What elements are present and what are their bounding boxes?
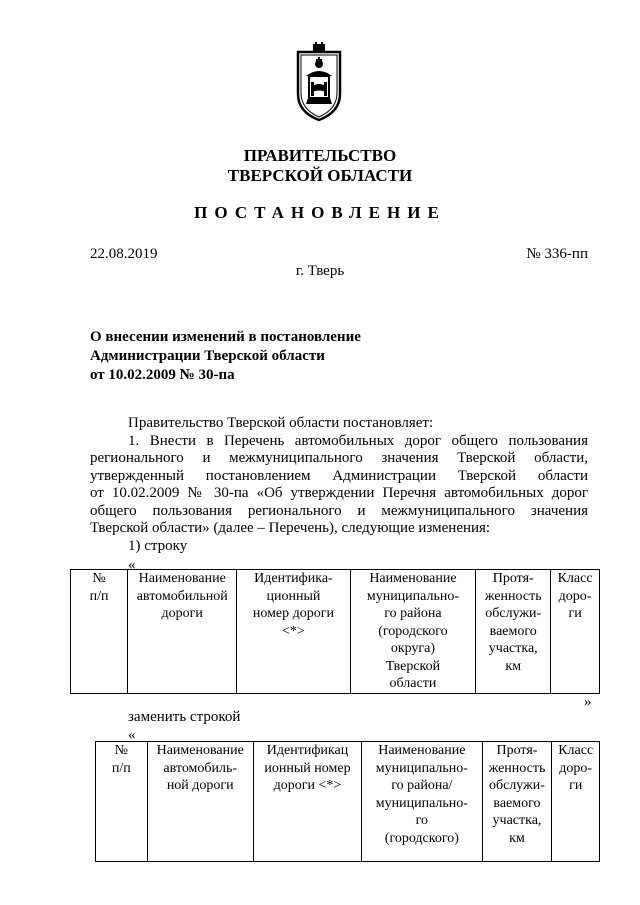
original-row-table bbox=[70, 569, 600, 694]
subject-line: от 10.02.2009 № 30-па bbox=[90, 367, 235, 383]
item-label: 1) строку bbox=[128, 537, 188, 554]
document-date: 22.08.2019 bbox=[90, 246, 158, 262]
close-quote: » bbox=[584, 694, 592, 710]
paragraph-line: 1. Внести в Перечень автомобильных дорог общего пользования bbox=[128, 432, 588, 449]
table-cell: Идентифика- ционный номер дороги <*> bbox=[237, 570, 350, 694]
table-cell: Класс доро- ги bbox=[552, 742, 600, 862]
open-quote: « bbox=[128, 727, 136, 743]
table-cell: Наименование муниципально- го района (городского округа) Тверской области bbox=[350, 570, 476, 694]
open-quote: « bbox=[128, 557, 136, 573]
tver-coat-of-arms-icon bbox=[292, 42, 346, 122]
table-cell: № п/п bbox=[71, 570, 128, 694]
replacement-row-table bbox=[95, 741, 600, 862]
table-cell: № п/п bbox=[96, 742, 148, 862]
document-subject bbox=[90, 328, 361, 385]
table-cell: Наименование автомобильной дороги bbox=[128, 570, 237, 694]
table-cell: Идентификац ионный номер дороги <*> bbox=[253, 742, 361, 862]
table-cell: Протя- женность обслужи- ваемого участка, км bbox=[482, 742, 552, 862]
paragraph-line: общего пользования регионального и межмуниципального значения bbox=[90, 502, 588, 519]
table-cell: Класс доро- ги bbox=[551, 570, 600, 694]
document-number: № 336-пп bbox=[526, 246, 588, 262]
body-paragraphs bbox=[90, 415, 588, 555]
paragraph-line: утвержденный постановлением Администрации Тверской области bbox=[90, 467, 588, 484]
replace-label: заменить строкой bbox=[128, 709, 241, 725]
table-cell: Наименование муниципально- го района/ муниципально- го (городского) bbox=[362, 742, 482, 862]
table-cell: Наименование автомобиль- ной дороги bbox=[147, 742, 253, 862]
government-name-line1: ПРАВИТЕЛЬСТВО bbox=[243, 146, 397, 165]
paragraph-line: Тверской области» (далее – Перечень), следующие изменения: bbox=[90, 520, 491, 536]
intro-line: Правительство Тверской области постановляет: bbox=[128, 415, 434, 431]
paragraph-line: регионального и межмуниципального значения Тверской области, bbox=[90, 450, 588, 466]
table-cell: Протя- женность обслужи- ваемого участка, км bbox=[476, 570, 551, 694]
table-row bbox=[71, 570, 600, 694]
paragraph-line: от 10.02.2009 № 30-па «Об утверждении Перечня автомобильных дорог bbox=[90, 485, 588, 501]
document-type-title: ПОСТАНОВЛЕНИЕ bbox=[194, 203, 446, 222]
subject-line: Администрации Тверской области bbox=[90, 348, 325, 364]
government-name-line2: ТВЕРСКОЙ ОБЛАСТИ bbox=[227, 166, 413, 185]
table-row bbox=[96, 742, 600, 862]
document-city: г. Тверь bbox=[295, 263, 345, 279]
subject-line: О внесении изменений в постановление bbox=[90, 329, 361, 345]
